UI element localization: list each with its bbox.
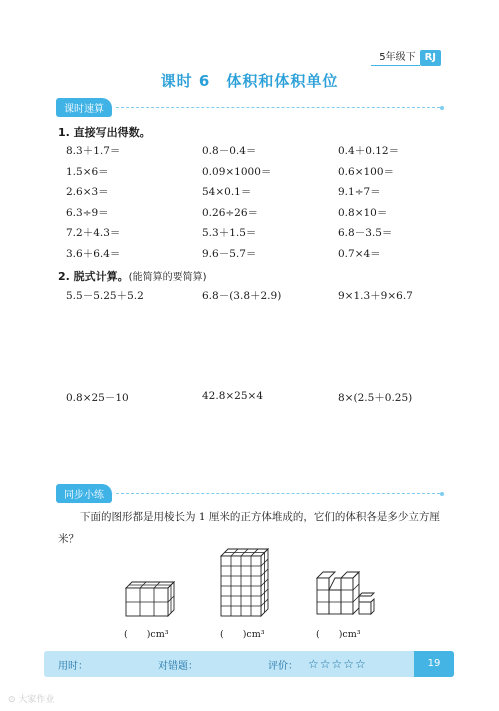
question-2-note: (能简算的要简算) <box>128 272 207 283</box>
section-label: 同步小练 <box>56 484 112 503</box>
calc-item: 7.2＋4.3＝ <box>66 227 121 239</box>
problem-text: 下面的图形都是用棱长为 1 厘米的正方体堆成的，它们的体积各是多少立方厘米？ <box>58 511 440 545</box>
calc-item: 0.8×10＝ <box>338 206 388 219</box>
expression: 0.8×25－10 <box>66 392 129 404</box>
question-1-title: 1. 直接写出得数。 <box>58 126 151 139</box>
dashed-divider <box>116 107 440 108</box>
calc-item: 3.6＋6.4＝ <box>66 247 121 260</box>
calc-item: 8.3＋1.7＝ <box>66 145 121 157</box>
expression-row-1 <box>66 288 446 303</box>
cube-figure-2 <box>218 546 270 620</box>
expression: 9×1.3＋9×6.7 <box>338 290 413 302</box>
watermark: ⊙ 大家作业 <box>8 695 55 705</box>
calc-item: 0.26÷26＝ <box>202 206 259 219</box>
question-2-title <box>58 268 206 284</box>
lesson-title: 课时 6 体积和体积单位 <box>160 72 339 90</box>
answer-blank-3[interactable]: ( )cm³ <box>316 629 361 640</box>
edition-badge: RJ <box>420 50 441 66</box>
calc-item: 6.8－3.5＝ <box>338 227 393 239</box>
section-label: 课时速算 <box>56 98 112 117</box>
rating-stars-icon[interactable]: ☆☆☆☆☆ <box>308 657 367 671</box>
expression: 8×(2.5＋0.25) <box>338 392 413 404</box>
expression: 5.5－5.25＋5.2 <box>66 290 144 302</box>
divider-dot <box>440 106 444 110</box>
expression-row-2 <box>66 390 446 405</box>
section-header-practice <box>56 484 444 503</box>
cube-figure-1 <box>122 580 178 620</box>
calc-item: 0.7×4＝ <box>338 247 381 260</box>
divider-dot <box>440 492 444 496</box>
rating-label: 评价： <box>268 660 298 672</box>
answer-blank-1[interactable]: ( )cm³ <box>124 629 169 640</box>
calc-item: 0.4＋0.12＝ <box>338 145 400 157</box>
expression: 42.8×25×4 <box>202 390 264 402</box>
expression: 6.8－(3.8＋2.9) <box>202 290 282 302</box>
calc-item: 5.3＋1.5＝ <box>202 227 257 239</box>
calc-item: 9.1÷7＝ <box>338 186 381 198</box>
answer-blank-2[interactable]: ( )cm³ <box>220 629 265 640</box>
quick-calc-grid <box>66 143 446 266</box>
calc-item: 9.6－5.7＝ <box>202 247 257 260</box>
grade-label: 5年级下 <box>371 50 419 66</box>
time-label: 用时： <box>58 660 88 672</box>
footer-bar <box>44 651 454 677</box>
page-number: 19 <box>414 651 454 677</box>
dashed-divider <box>116 493 440 494</box>
calc-item: 6.3÷9＝ <box>66 206 109 219</box>
calc-item: 0.09×1000＝ <box>202 165 272 178</box>
grade-tag <box>371 50 441 66</box>
question-2-label: 2. 脱式计算。 <box>58 270 129 283</box>
calc-item: 1.5×6＝ <box>66 165 109 178</box>
calc-item: 0.6×100＝ <box>338 165 395 178</box>
calc-item: 0.8－0.4＝ <box>202 145 257 157</box>
calc-item: 54×0.1＝ <box>202 186 252 198</box>
correct-count-label: 对错题： <box>158 660 198 672</box>
calc-item: 2.6×3＝ <box>66 186 109 198</box>
cube-figure-3 <box>314 570 376 620</box>
section-header-quick-calc <box>56 98 444 117</box>
